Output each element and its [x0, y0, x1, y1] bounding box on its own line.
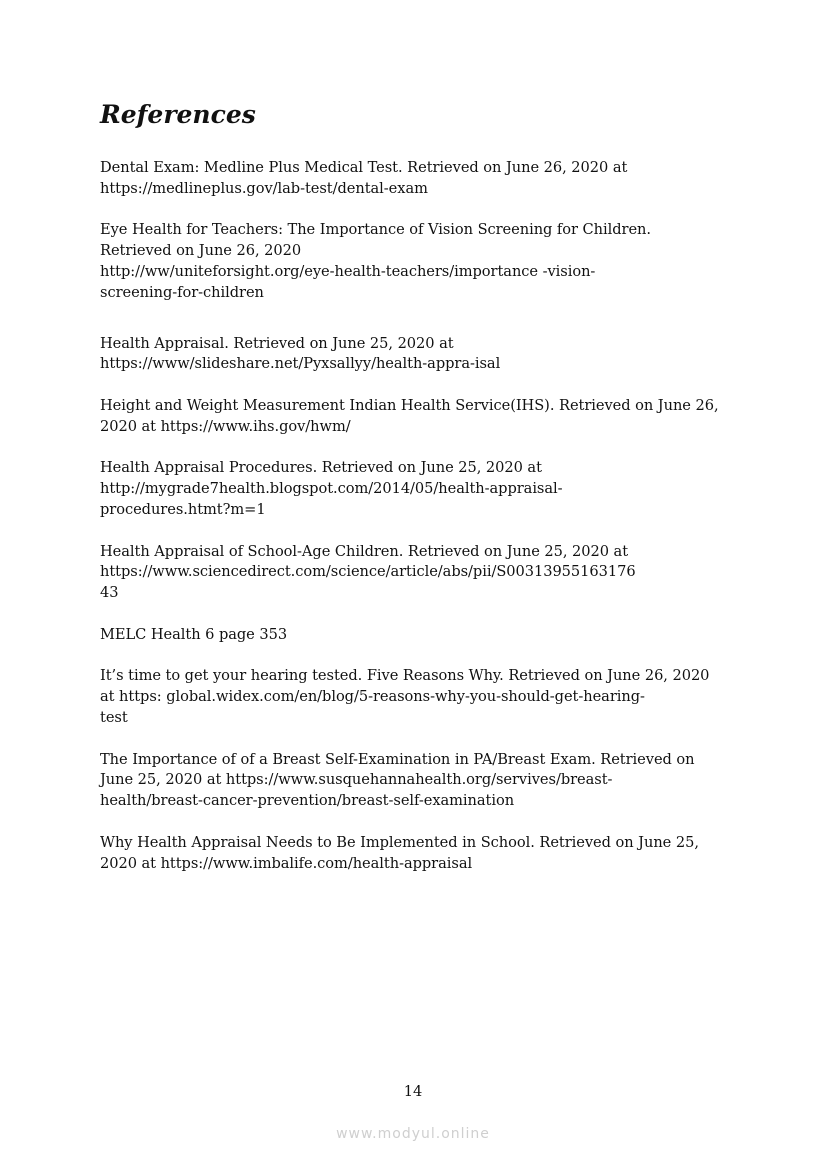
- reference-entry-health-appraisal: [100, 334, 730, 376]
- references-list: [100, 158, 730, 874]
- reference-line: https://www.sciencedirect.com/science/article/abs/pii/S00313955163176: [100, 563, 636, 581]
- reference-line: test: [100, 708, 128, 726]
- reference-line: Health Appraisal of School-Age Children. Retrieved on June 25, 2020 at: [100, 542, 629, 560]
- reference-entry-appraisal-procedures: [100, 458, 730, 520]
- reference-entry-implemented-in-school: [100, 833, 730, 875]
- reference-line: at https: global.widex.com/en/blog/5-reasons-why-you-should-get-hearing-: [100, 688, 645, 706]
- reference-line: health/breast-cancer-prevention/breast-self-examination: [100, 792, 515, 810]
- reference-line: Health Appraisal. Retrieved on June 25, 2020 at: [100, 334, 454, 352]
- reference-line: Health Appraisal Procedures. Retrieved on June 25, 2020 at: [100, 459, 542, 477]
- watermark-text: www.modyul.online: [336, 1126, 490, 1142]
- page-number: 14: [403, 1083, 423, 1100]
- reference-line: It’s time to get your hearing tested. Five Reasons Why. Retrieved on June 26, 2020: [100, 667, 710, 685]
- reference-line: Eye Health for Teachers: The Importance of Vision Screening for Children.: [100, 221, 651, 239]
- reference-entry-breast-exam: [100, 750, 730, 812]
- reference-line: Retrieved on June 26, 2020: [100, 242, 302, 260]
- reference-entry-dental-exam: [100, 158, 730, 200]
- reference-line: screening-for-children: [100, 283, 264, 301]
- reference-line: https://medlineplus.gov/lab-test/dental-exam: [100, 179, 428, 197]
- reference-entry-hearing: [100, 666, 730, 728]
- reference-line: The Importance of of a Breast Self-Examination in PA/Breast Exam. Retrieved on: [100, 750, 695, 768]
- reference-entry-melc: [100, 625, 730, 646]
- reference-entry-school-age-children: [100, 542, 730, 604]
- reference-line: Dental Exam: Medline Plus Medical Test. Retrieved on June 26, 2020 at: [100, 159, 628, 176]
- reference-line: 43: [100, 584, 119, 602]
- reference-line: 2020 at https://www.imbalife.com/health-appraisal: [100, 854, 473, 872]
- reference-line: Height and Weight Measurement Indian Health Service(IHS). Retrieved on June 26,: [100, 396, 719, 414]
- reference-entry-eye-health: [100, 220, 730, 303]
- reference-line: MELC Health 6 page 353: [100, 625, 288, 643]
- reference-line: Why Health Appraisal Needs to Be Implemented in School. Retrieved on June 25,: [100, 833, 699, 851]
- reference-line: procedures.htmt?m=1: [100, 500, 266, 518]
- reference-line: http://ww/uniteforsight.org/eye-health-teachers/importance -vision-: [100, 262, 596, 280]
- reference-line: http://mygrade7health.blogspot.com/2014/05/health-appraisal-: [100, 480, 563, 498]
- reference-entry-height-weight: [100, 396, 730, 438]
- page-title: References: [100, 100, 256, 129]
- reference-line: June 25, 2020 at https://www.susquehannahealth.org/servives/breast-: [100, 771, 613, 789]
- reference-line: https://www/slideshare.net/Pyxsallyy/health-appra-isal: [100, 355, 501, 373]
- reference-line: 2020 at https://www.ihs.gov/hwm/: [100, 417, 351, 435]
